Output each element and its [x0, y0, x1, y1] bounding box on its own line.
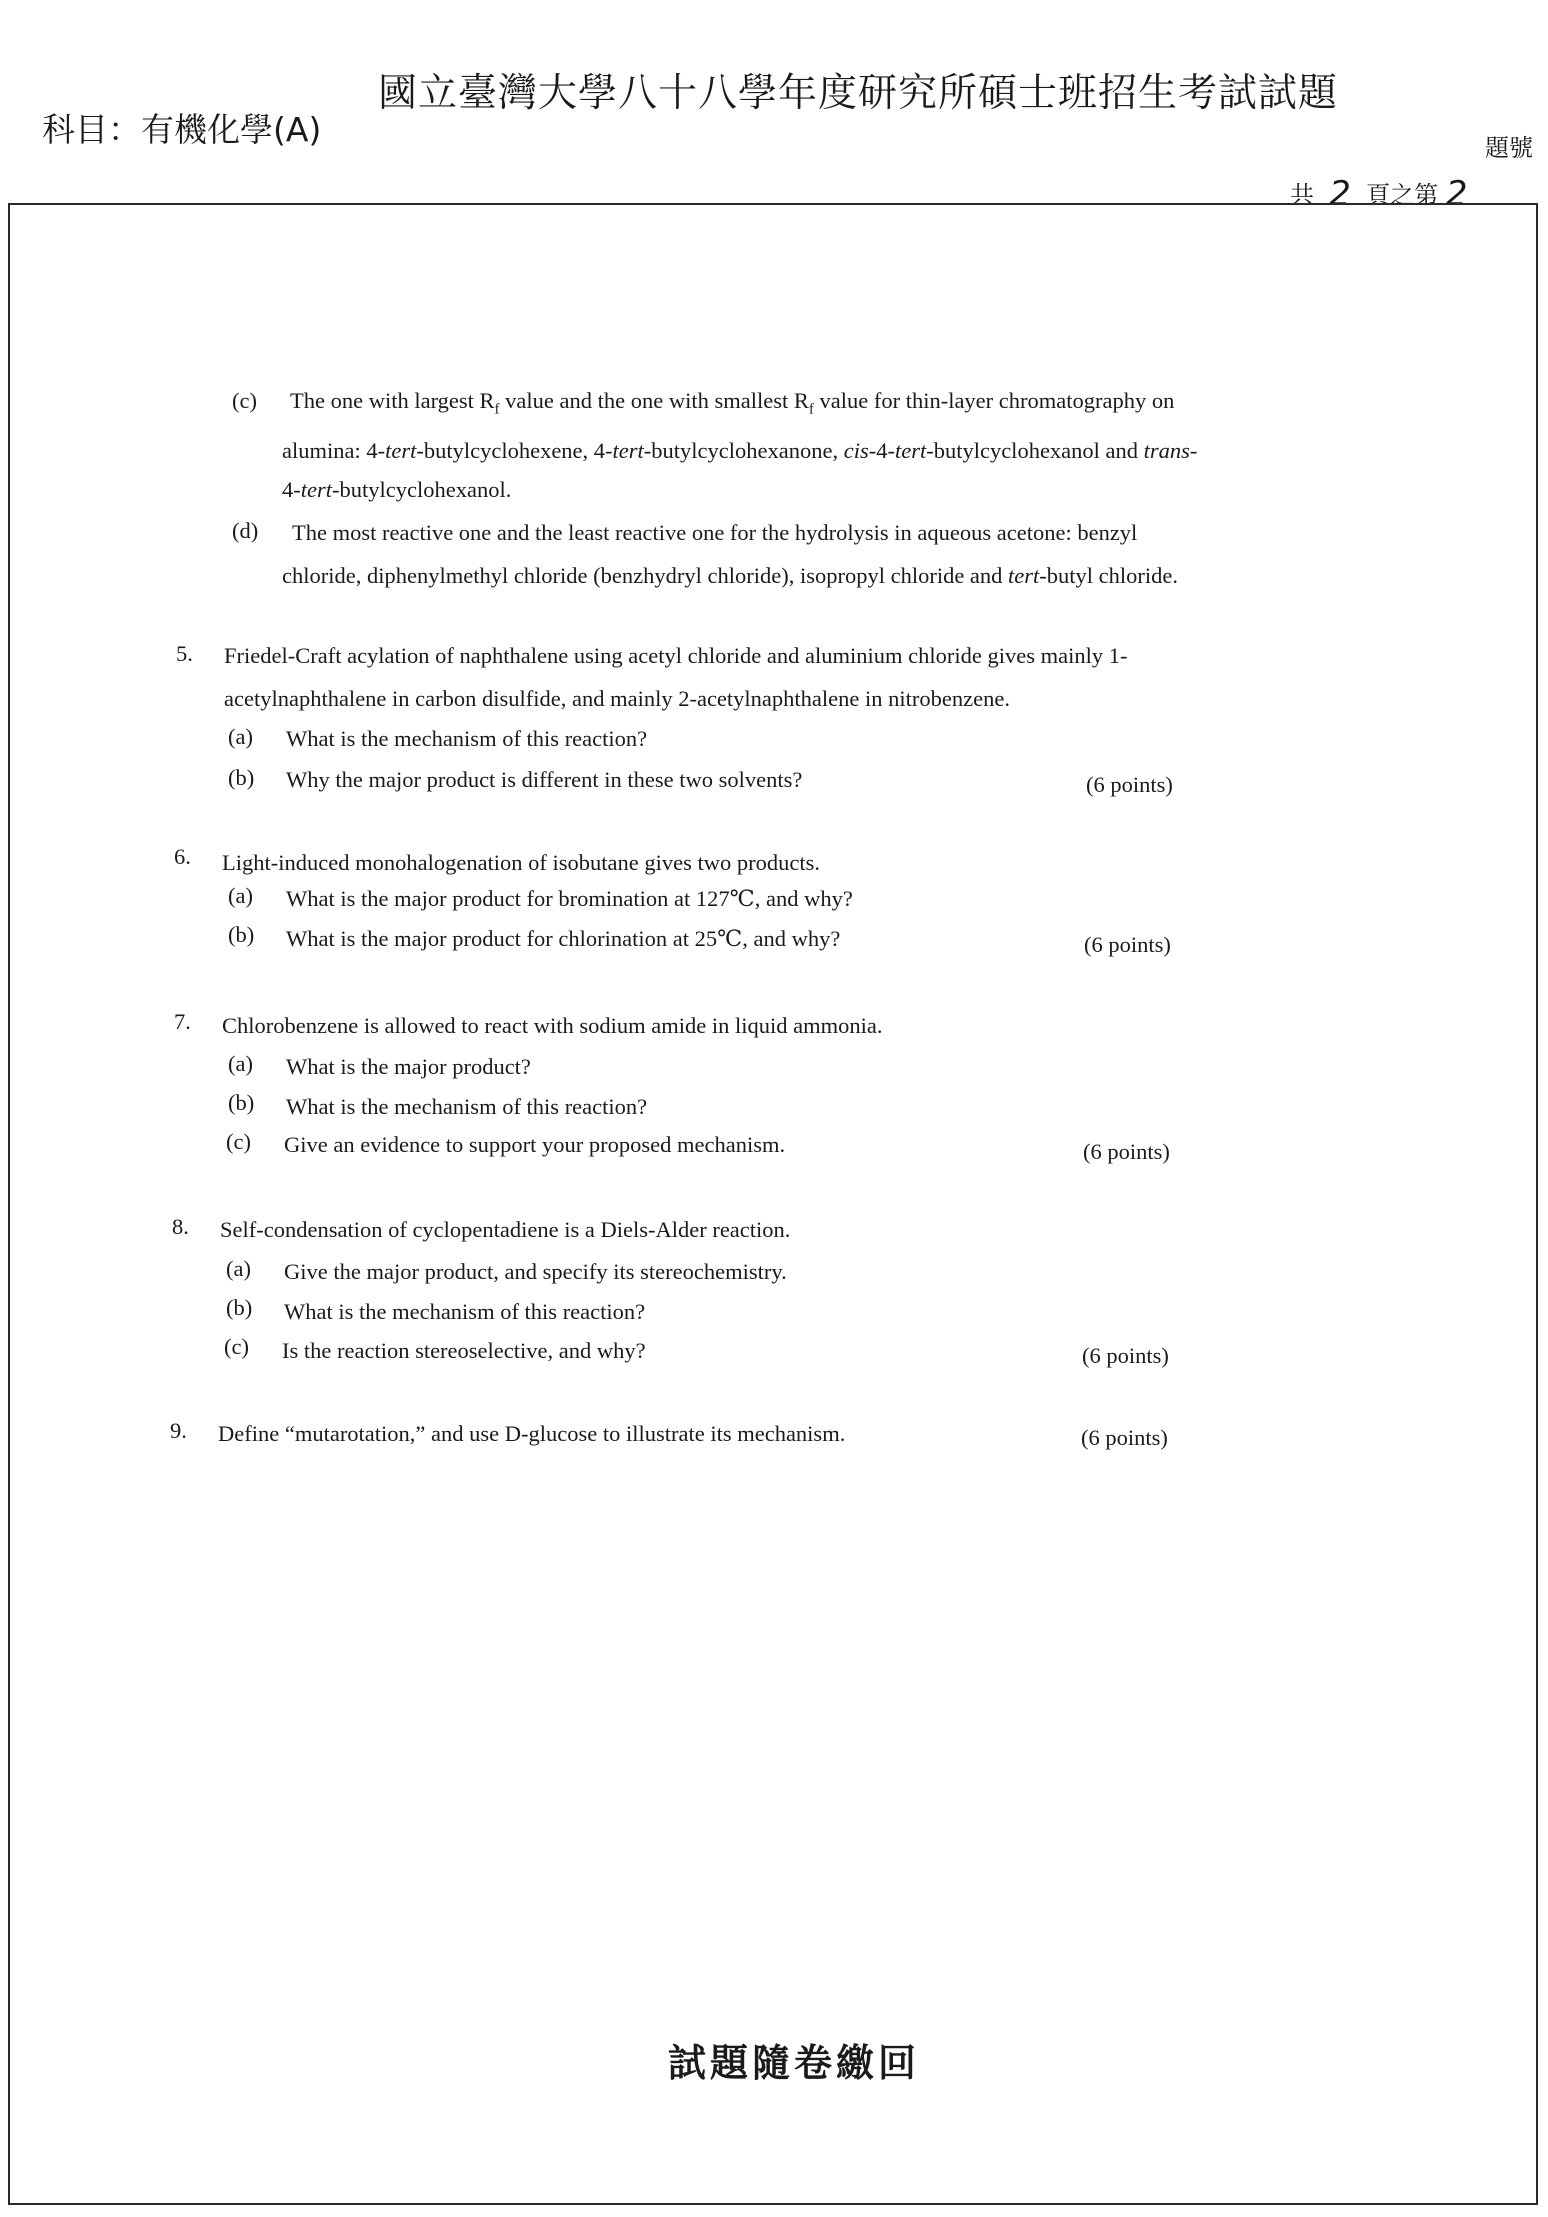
q7c-text: Give an evidence to support your proposed mechanism.	[284, 1132, 786, 1157]
q8a-label: (a)	[226, 1256, 251, 1281]
q8c-text: Is the reaction stereoselective, and why?	[282, 1338, 646, 1363]
q7c-label: (c)	[226, 1129, 251, 1154]
q5b-label: (b)	[228, 765, 255, 790]
page-middle-text: 頁之第	[1366, 181, 1439, 209]
q4d-line2: chloride, diphenylmethyl chloride (benzhydryl chloride), isopropyl chloride and tert-butyl chloride.	[282, 563, 1179, 588]
q5-number: 5.	[176, 641, 193, 666]
q6a-label: (a)	[228, 883, 253, 908]
q8-points: (6 points)	[1082, 1343, 1169, 1368]
q9-text: Define “mutarotation,” and use D-glucose to illustrate its mechanism.	[218, 1421, 846, 1446]
q9-number: 9.	[170, 1418, 187, 1443]
q6b-text: What is the major product for chlorination at 25℃, and why?	[286, 926, 841, 951]
q5a-label: (a)	[228, 724, 253, 749]
q4d-label: (d)	[232, 518, 259, 543]
q6b-label: (b)	[228, 922, 255, 947]
page-total-prefix: 共	[1290, 181, 1314, 209]
q7b-text: What is the mechanism of this reaction?	[286, 1094, 648, 1119]
q7a-label: (a)	[228, 1051, 253, 1076]
q5a-text: What is the mechanism of this reaction?	[286, 726, 648, 751]
q6-line1: Light-induced monohalogenation of isobutane gives two products.	[222, 850, 821, 875]
exam-title: 國立臺灣大學八十八學年度研究所碩士班招生考試試題	[378, 71, 1339, 116]
q4c-line3: 4-tert-butylcyclohexanol.	[282, 477, 512, 502]
q8c-label: (c)	[224, 1334, 249, 1359]
q7-number: 7.	[174, 1009, 191, 1034]
q8b-label: (b)	[226, 1295, 253, 1320]
page-current: 2	[1445, 174, 1468, 214]
q8a-text: Give the major product, and specify its stereochemistry.	[284, 1259, 787, 1284]
q6-number: 6.	[174, 844, 191, 869]
q6-points: (6 points)	[1084, 932, 1171, 957]
q7a-text: What is the major product?	[286, 1054, 531, 1079]
q4c-label: (c)	[232, 388, 257, 413]
q7b-label: (b)	[228, 1090, 255, 1115]
q8b-text: What is the mechanism of this reaction?	[284, 1299, 646, 1324]
q4d-line1: The most reactive one and the least reactive one for the hydrolysis in aqueous acetone: benzyl	[292, 520, 1138, 545]
q5-points: (6 points)	[1086, 772, 1173, 797]
q7-points: (6 points)	[1083, 1139, 1170, 1164]
content-frame	[8, 203, 1538, 2205]
q6a-text: What is the major product for bromination at 127℃, and why?	[286, 886, 853, 911]
return-notice: 試題隨卷繳回	[668, 2040, 921, 2085]
page-total: 2	[1329, 174, 1351, 214]
q5b-text: Why the major product is different in these two solvents?	[286, 767, 803, 792]
subject-label: 科目：有機化學(A)	[42, 110, 322, 149]
q4c-line1: The one with largest $R_f$ value and the one with smallest $R_f$ value for thin-layer chromatography on	[290, 388, 1175, 418]
q5-line1: Friedel-Craft acylation of naphthalene using acetyl chloride and aluminium chloride gives mainly 1-	[224, 643, 1128, 668]
q8-line1: Self-condensation of cyclopentadiene is a Diels-Alder reaction.	[220, 1217, 791, 1242]
q7-line1: Chlorobenzene is allowed to react with sodium amide in liquid ammonia.	[222, 1013, 883, 1038]
question-number-label: 題號	[1485, 134, 1533, 162]
q9-points: (6 points)	[1081, 1425, 1168, 1450]
q5-line2: acetylnaphthalene in carbon disulfide, and mainly 2-acetylnaphthalene in nitrobenzene.	[224, 686, 1010, 711]
q4c-line2: alumina: 4-tert-butylcyclohexene, 4-tert-butylcyclohexanone, cis-4-tert-butylcyclohexanol and trans-	[282, 438, 1198, 463]
q8-number: 8.	[172, 1214, 189, 1239]
